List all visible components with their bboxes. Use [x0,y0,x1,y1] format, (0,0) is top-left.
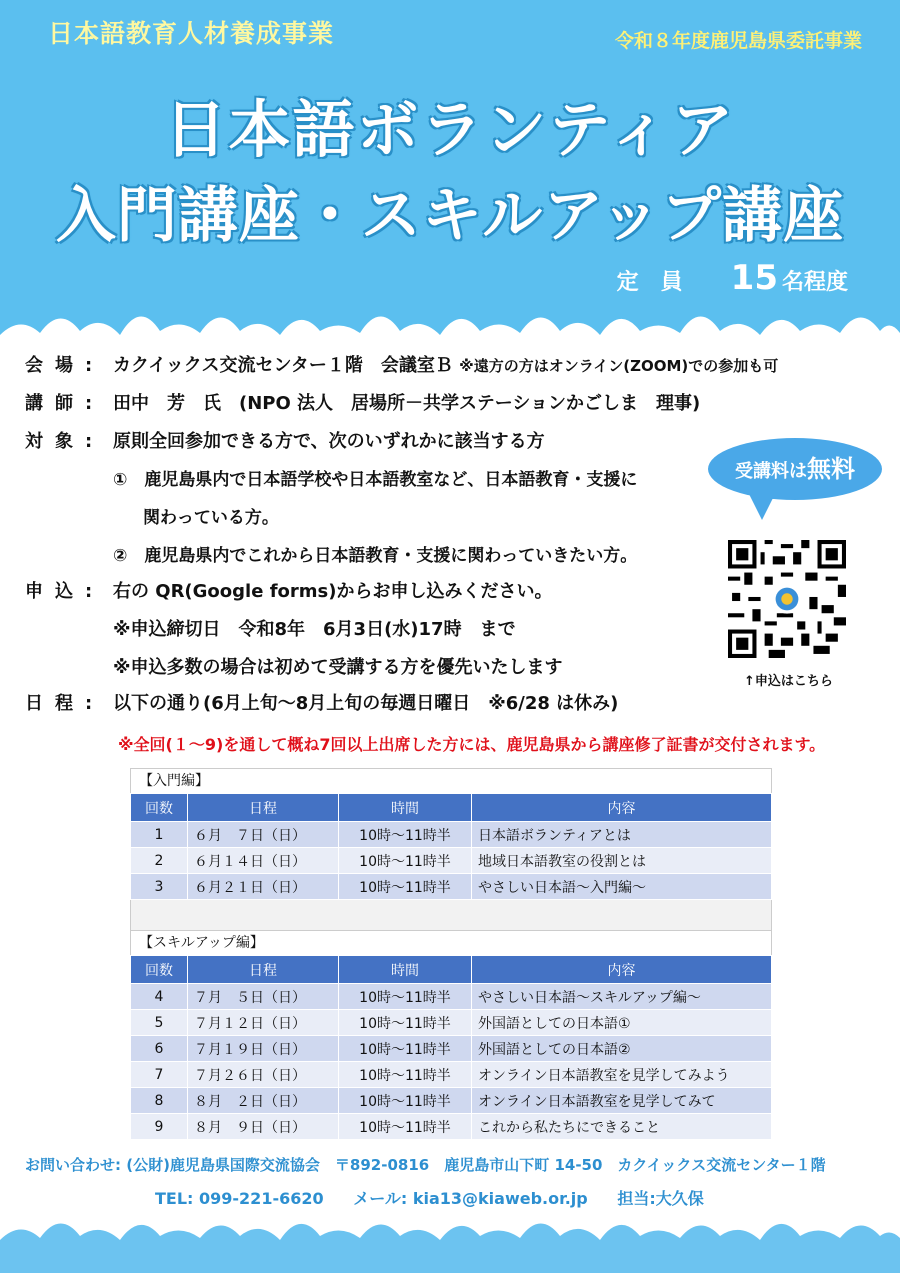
bubble-text: 受講料は [735,461,807,482]
organization-name: 日本語教育人材養成事業 [48,19,335,48]
header-content: 内容 [472,956,772,984]
intro-section-label: 【入門編】 [130,768,772,793]
header-date: 日程 [188,956,339,984]
apply-text: 右の QR(Google forms)からお申し込みください。 [113,581,553,602]
header-date: 日程 [188,794,339,822]
qr-code[interactable] [728,540,846,658]
capacity-number: 15 [730,258,778,298]
cell-time: 10時～11時半 [339,848,472,874]
table-row [131,1036,772,1062]
free-fee-bubble [708,438,882,500]
capacity-label: 定 員 [616,270,683,295]
cell-date: ６月２１日（日） [188,874,339,900]
cell-content: やさしい日本語～入門編～ [472,874,772,900]
contact-mail[interactable]: メール: kia13@kiaweb.or.jp [353,1189,588,1208]
schedule-row [25,689,618,715]
cell-time: 10時～11時半 [339,984,472,1010]
cell-count: 1 [131,822,188,848]
cell-date: ７月２６日（日） [188,1062,339,1088]
cell-date: ８月 ９日（日） [188,1114,339,1140]
target-row [25,427,545,453]
target-item-1: ① 鹿児島県内で日本語学校や日本語教室など、日本語教育・支援に [113,470,638,490]
cell-content: 外国語としての日本語① [472,1010,772,1036]
qr-caption: ↑申込はこちら [744,674,833,689]
target-text: 原則全回参加できる方で、次のいずれかに該当する方 [113,431,545,452]
venue-note: ※遠方の方はオンライン(ZOOM)での参加も可 [459,357,779,375]
table-row [131,874,772,900]
target-item-2: ② 鹿児島県内でこれから日本語教育・支援に関わっていきたい方。 [113,546,638,566]
cell-content: オンライン日本語教室を見学してみよう [472,1062,772,1088]
cell-time: 10時～11時半 [339,1088,472,1114]
cell-content: 地域日本語教室の役割とは [472,848,772,874]
bubble-tail [748,492,776,520]
venue-label: 会場: [25,355,105,376]
cell-date: ７月 ５日（日） [188,984,339,1010]
page-title-line1: 日本語ボランティア [164,93,736,166]
cell-date: ７月１２日（日） [188,1010,339,1036]
contact-person: 担当:大久保 [617,1189,704,1208]
table-header-row [131,956,772,984]
intro-table [130,793,772,900]
leaf-border-top-decoration [0,295,900,345]
header-banner [0,0,900,335]
cell-date: ６月１４日（日） [188,848,339,874]
table-header-row [131,794,772,822]
skillup-section-label: 【スキルアップ編】 [130,930,772,955]
table-row [131,1088,772,1114]
cell-count: 3 [131,874,188,900]
cell-time: 10時～11時半 [339,822,472,848]
table-row [131,984,772,1010]
skillup-table [130,955,772,1140]
cell-content: 日本語ボランティアとは [472,822,772,848]
commission-text: 令和８年度鹿児島県委託事業 [614,30,862,52]
lecturer-row [25,389,700,415]
cell-count: 7 [131,1062,188,1088]
capacity [617,258,848,298]
table-row [131,822,772,848]
cell-time: 10時～11時半 [339,874,472,900]
cell-count: 8 [131,1088,188,1114]
page-title-line2: 入門講座・スキルアップ講座 [55,181,845,251]
bubble-big-text: 無料 [807,455,855,483]
cell-count: 2 [131,848,188,874]
contact-address: お問い合わせ: (公財)鹿児島県国際交流協会 〒892-0816 鹿児島市山下町 14-50 カクイックス交流センター１階 [25,1156,826,1174]
certificate-note: ※全回(１～9)を通して概ね7回以上出席した方には、鹿児島県から講座修了証書が交付されます。 [118,735,826,754]
cell-count: 9 [131,1114,188,1140]
cell-count: 6 [131,1036,188,1062]
header-time: 時間 [339,956,472,984]
target-label: 対象: [25,431,105,452]
contact-details [155,1186,728,1209]
cell-date: ６月 ７日（日） [188,822,339,848]
cell-time: 10時～11時半 [339,1062,472,1088]
cell-time: 10時～11時半 [339,1114,472,1140]
venue-row [25,351,778,377]
table-row [131,1062,772,1088]
apply-row [25,577,552,603]
schedule-tables [130,768,772,1140]
cell-content: これから私たちにできること [472,1114,772,1140]
cell-date: ８月 ２日（日） [188,1088,339,1114]
header-count: 回数 [131,956,188,984]
header-content: 内容 [472,794,772,822]
lecturer-label: 講師: [25,393,105,414]
header-time: 時間 [339,794,472,822]
leaf-border-bottom-decoration [0,1210,900,1273]
table-row [131,1114,772,1140]
schedule-text: 以下の通り(6月上旬～8月上旬の毎週日曜日 ※6/28 は休み) [113,693,619,714]
table-row [131,1010,772,1036]
table-gap [130,900,772,930]
cell-time: 10時～11時半 [339,1010,472,1036]
apply-label: 申込: [25,581,105,602]
cell-date: ７月１９日（日） [188,1036,339,1062]
capacity-suffix: 名程度 [781,270,848,295]
table-row [131,848,772,874]
target-item-1-continued: 関わっている方。 [143,508,279,528]
cell-count: 5 [131,1010,188,1036]
cell-content: オンライン日本語教室を見学してみて [472,1088,772,1114]
cell-content: やさしい日本語～スキルアップ編～ [472,984,772,1010]
priority-text: ※申込多数の場合は初めて受講する方を優先いたします [113,657,563,678]
contact-tel[interactable]: TEL: 099-221-6620 [155,1189,324,1208]
lecturer-text: 田中 芳 氏 (NPO 法人 居場所－共学ステーションかごしま 理事) [113,393,701,414]
venue-text: カクイックス交流センター１階 会議室Ｂ [113,355,453,376]
deadline-text: ※申込締切日 令和8年 6月3日(水)17時 まで [113,619,516,640]
header-count: 回数 [131,794,188,822]
cell-time: 10時～11時半 [339,1036,472,1062]
cell-content: 外国語としての日本語② [472,1036,772,1062]
cell-count: 4 [131,984,188,1010]
schedule-label: 日程: [25,693,105,714]
